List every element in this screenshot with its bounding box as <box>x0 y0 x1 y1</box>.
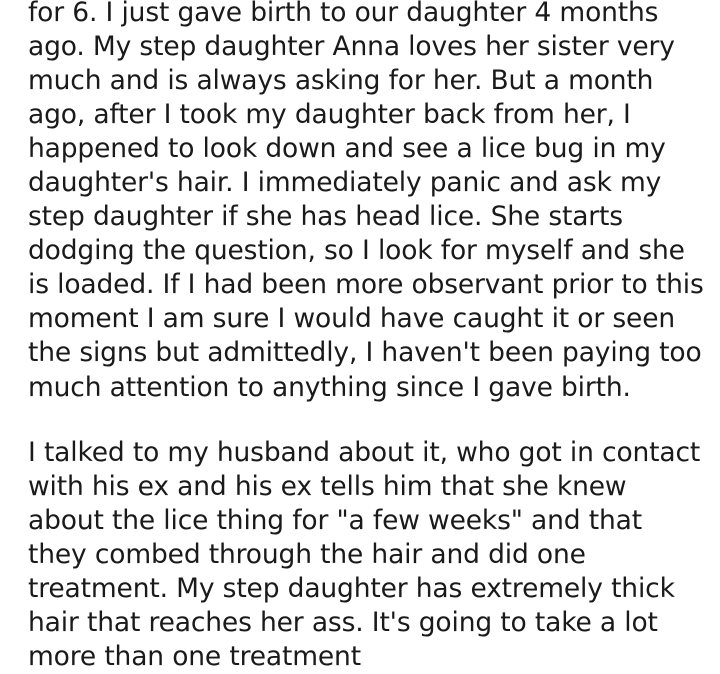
paragraph-1: for 6. I just gave birth to our daughter 4 months ago. My step daughter Anna loves her sister very much and is always asking for her. But a month ago, after I took my daughter back from her, I happened to look down and see a lice bug in my daughter's hair. I immediately panic and ask my step daughter if she has head lice. She starts dodging the question, so I look for myself and she is loaded. If I had been more observant prior to this moment I am sure I would have caught it or seen the signs but admittedly, I haven't been paying too much attention to anything since I gave birth. <box>28 0 712 403</box>
paragraph-spacer <box>28 405 704 436</box>
paragraph-2: I talked to my husband about it, who got in contact with his ex and his ex tells him that she knew about the lice thing for "a few weeks" and that they combed through the hair and did one treatment. My step daughter has extremely thick hair that reaches her ass. It's going to take a lot more than one treatment <box>28 436 709 672</box>
